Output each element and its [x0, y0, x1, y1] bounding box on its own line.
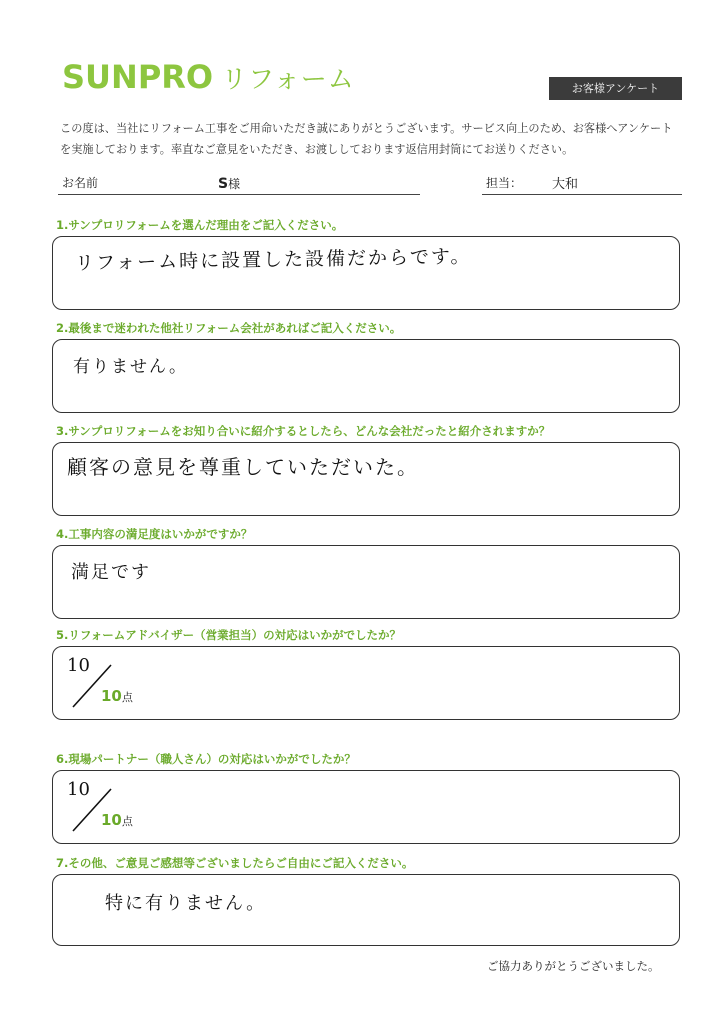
staff-field — [482, 172, 682, 195]
thanks-footer: ご協力ありがとうございました。 — [487, 959, 660, 973]
score-6-handwritten: 10 — [67, 779, 90, 800]
answer-4-text: 満足です — [71, 562, 151, 583]
answer-box-5 — [52, 646, 680, 720]
score-6-unit: 点 — [121, 815, 133, 828]
score-6-printed — [101, 811, 133, 829]
score-5-handwritten: 10 — [67, 655, 90, 676]
name-value — [218, 175, 240, 192]
answer-box-7 — [52, 874, 680, 946]
question-2-label: 2.最後まで迷われた他社リフォーム会社があればご記入ください。 — [56, 321, 402, 335]
staff-label: 担当： — [486, 176, 523, 190]
score-5-printed — [101, 687, 133, 705]
customer-name-field — [58, 172, 420, 195]
logo-brand: SUNPRO — [62, 58, 214, 96]
answer-box-3 — [52, 442, 680, 516]
name-honorific: 様 — [228, 177, 241, 191]
survey-badge: お客様アンケート — [549, 77, 682, 100]
answer-box-4 — [52, 545, 680, 619]
intro-text: この度は、当社にリフォーム工事をご用命いただき誠にありがとうございます。サービス向上のため、お客様へアンケートを実施しております。率直なご意見をいただき、お渡ししております返信用封筒にてお送りください。 — [60, 122, 673, 156]
answer-2-text: 有りません。 — [73, 357, 189, 377]
question-4-label: 4.工事内容の満足度はいかがですか？ — [56, 527, 253, 541]
answer-7-text: 特に有りません。 — [105, 893, 267, 914]
staff-value: 大和 — [552, 177, 579, 192]
name-label: お名前 — [62, 176, 99, 190]
answer-3-text: 顧客の意見を尊重していただいた。 — [67, 455, 419, 479]
question-1-label: 1.サンプロリフォームを選んだ理由をご記入ください。 — [56, 218, 344, 232]
logo-sub: リフォーム — [221, 65, 355, 95]
answer-1-text: リフォーム時に設置した設備だからです。 — [74, 245, 472, 275]
answer-box-1 — [52, 236, 680, 310]
question-6-label: 6.現場パートナー（職人さん）の対応はいかがでしたか？ — [56, 752, 356, 766]
score-6-value: 10 — [101, 811, 122, 829]
score-5-value: 10 — [101, 687, 122, 705]
name-initial: S — [218, 176, 229, 192]
question-7-label: 7.その他、ご意見ご感想等ございましたらご自由にご記入ください。 — [56, 856, 414, 870]
answer-box-2 — [52, 339, 680, 413]
sunpro-reform-logo — [62, 58, 355, 98]
answer-box-6 — [52, 770, 680, 844]
score-5-unit: 点 — [121, 691, 133, 704]
question-3-label: 3.サンプロリフォームをお知り合いに紹介するとしたら、どんな会社だったと紹介されますか？ — [56, 424, 551, 438]
question-5-label: 5.リフォームアドバイザー（営業担当）の対応はいかがでしたか？ — [56, 628, 402, 642]
